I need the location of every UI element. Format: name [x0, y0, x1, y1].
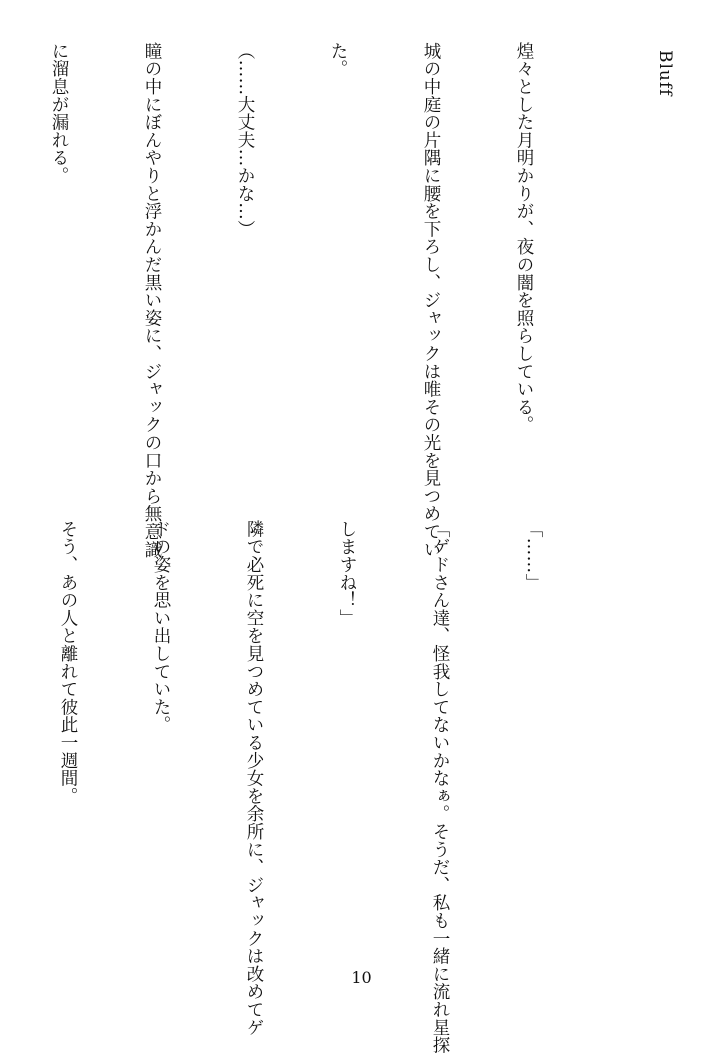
text-column: しますね！」	[337, 520, 357, 627]
text-column: 瞳の中にぼんやりと浮かんだ黒い姿に、ジャックの口から無意識	[142, 42, 162, 559]
text-column: た。	[328, 42, 348, 78]
upper-text-block	[0, 42, 601, 559]
text-column: 煌々とした月明かりが、夜の闇を照らしている。	[514, 42, 534, 434]
text-column: 「……」	[523, 520, 543, 592]
text-column: に溜息が漏れる。	[49, 42, 69, 185]
text-column: そう、あの人と離れて彼此一週間。	[58, 520, 78, 805]
text-column: 「ゲドさん達、怪我してないかなぁ。そうだ、私も一緒に流れ星探	[430, 520, 450, 1054]
text-column: 城の中庭の片隅に腰を下ろし、ジャックは唯その光を見つめてい	[421, 42, 441, 559]
text-column: 隣で必死に空を見つめている少女を余所に、ジャックは改めてゲ	[244, 520, 264, 1037]
text-column: （……大丈夫…かな…）	[235, 42, 255, 238]
page-number: 10	[351, 968, 372, 987]
section-title: Bluff	[655, 50, 675, 97]
text-column: ドの姿を思い出していた。	[151, 520, 171, 734]
